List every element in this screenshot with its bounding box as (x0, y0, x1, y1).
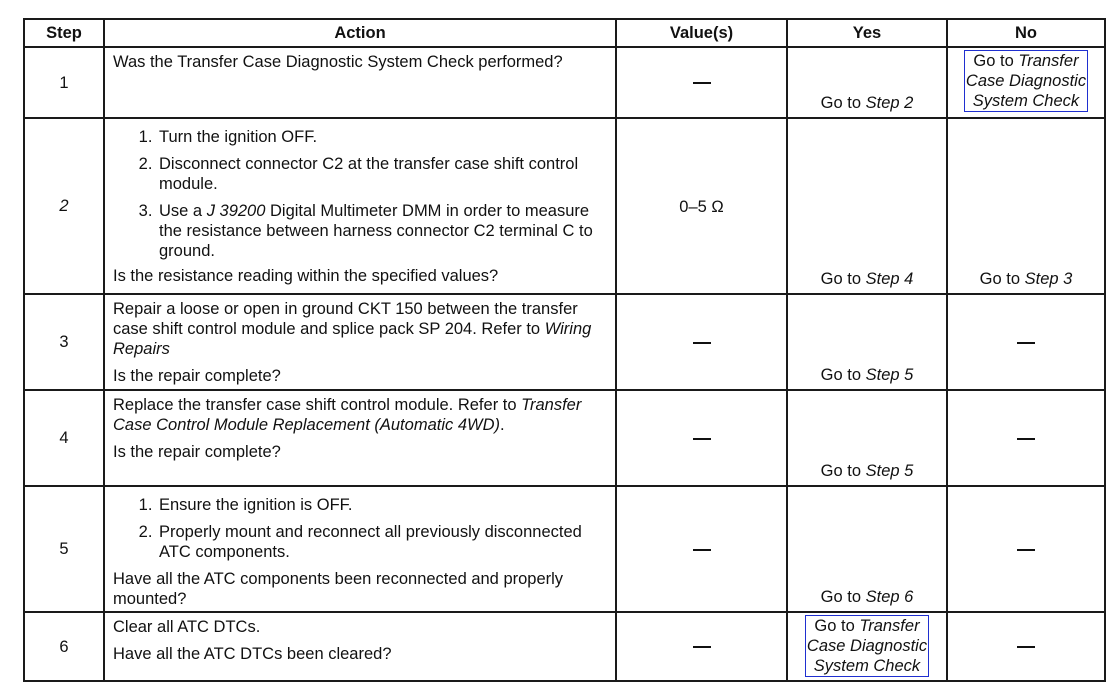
header-step: Step (24, 19, 104, 47)
step-number: 2 (24, 118, 104, 294)
dash (693, 438, 711, 440)
dash (1017, 342, 1035, 344)
action-question: Have all the ATC DTCs been cleared? (113, 645, 392, 663)
yes-cell: Go to Step 5 (787, 294, 947, 390)
value-cell (616, 118, 787, 294)
action-cell: Repair a loose or open in ground CKT 150 between the transfer case shift control module and splice pack SP 204. Refer to Wiring Repairs Is the repair complete? (104, 294, 616, 390)
dash (693, 82, 711, 84)
dash (1017, 549, 1035, 551)
dash (693, 342, 711, 344)
action-steps (113, 127, 609, 261)
value-cell (616, 486, 787, 612)
dash (1017, 646, 1035, 648)
value-cell (616, 47, 787, 118)
step-number: 4 (24, 390, 104, 486)
step-link[interactable]: Step 3 (1024, 270, 1073, 288)
step-number: 1 (24, 47, 104, 118)
no-cell (947, 612, 1105, 681)
action-step: 2. Properly mount and reconnect all previously disconnected ATC components. (157, 522, 609, 562)
value-cell (616, 390, 787, 486)
table-row (24, 47, 1105, 118)
action-cell (104, 47, 616, 118)
table-row (24, 118, 1105, 294)
dash (693, 646, 711, 648)
no-cell: Go to Step 3 (947, 118, 1105, 294)
action-question: Is the repair complete? (113, 367, 281, 385)
yes-cell: Go to Step 2 (787, 47, 947, 118)
action-step: 3. Use a J 39200 Digital Multimeter DMM in order to measure the resistance between harness connector C2 terminal C to ground. (157, 201, 609, 261)
step-link[interactable]: Step 2 (865, 94, 914, 112)
table-row (24, 486, 1105, 612)
no-cell (947, 390, 1105, 486)
step-link[interactable]: Step 5 (865, 366, 914, 384)
dash (693, 549, 711, 551)
yes-cell: Go to Step 4 (787, 118, 947, 294)
step-link[interactable]: Step 4 (865, 270, 914, 288)
value-cell (616, 612, 787, 681)
action-cell (104, 612, 616, 681)
step-number: 6 (24, 612, 104, 681)
dash (1017, 438, 1035, 440)
resistance-value: 0–5 Ω (679, 198, 724, 216)
step-link[interactable]: Step 6 (865, 588, 914, 606)
step-link[interactable]: Step 5 (865, 462, 914, 480)
header-action: Action (104, 19, 616, 47)
action-step: 1. Turn the ignition OFF. (157, 127, 609, 147)
table-row (24, 390, 1105, 486)
table-row (24, 612, 1105, 681)
system-check-link[interactable]: Go to Transfer Case Diagnostic System Check (806, 617, 928, 675)
header-yes: Yes (787, 19, 947, 47)
module-replacement-link[interactable]: Transfer Case Control Module Replacement (Automatic 4WD) (113, 396, 582, 434)
step-number: 5 (24, 486, 104, 612)
action-step: 1. Ensure the ignition is OFF. (157, 495, 609, 515)
step-number: 3 (24, 294, 104, 390)
table-row (24, 294, 1105, 390)
no-cell (947, 47, 1105, 118)
header-row (24, 19, 1105, 47)
value-cell (616, 294, 787, 390)
action-text: Clear all ATC DTCs. (113, 618, 261, 636)
action-question: Is the repair complete? (113, 443, 281, 461)
action-steps (113, 495, 609, 562)
header-no: No (947, 19, 1105, 47)
diagnostic-table (23, 18, 1106, 682)
yes-cell: Go to Step 6 (787, 486, 947, 612)
action-cell (104, 118, 616, 294)
action-cell (104, 486, 616, 612)
action-question: Is the resistance reading within the specified values? (113, 267, 499, 285)
action-cell: Replace the transfer case shift control module. Refer to Transfer Case Control Module Replacement (Automatic 4WD). Is the repair complete? (104, 390, 616, 486)
system-check-link[interactable]: Go to Transfer Case Diagnostic System Check (965, 52, 1087, 110)
action-step: 2. Disconnect connector C2 at the transfer case shift control module. (157, 154, 609, 194)
no-cell (947, 294, 1105, 390)
no-cell (947, 486, 1105, 612)
action-question: Was the Transfer Case Diagnostic System Check performed? (113, 53, 563, 71)
yes-cell: Go to Step 5 (787, 390, 947, 486)
yes-cell (787, 612, 947, 681)
wiring-repairs-link[interactable]: Wiring Repairs (113, 320, 592, 358)
header-values: Value(s) (616, 19, 787, 47)
action-question: Have all the ATC components been reconnected and properly mounted? (113, 570, 564, 608)
